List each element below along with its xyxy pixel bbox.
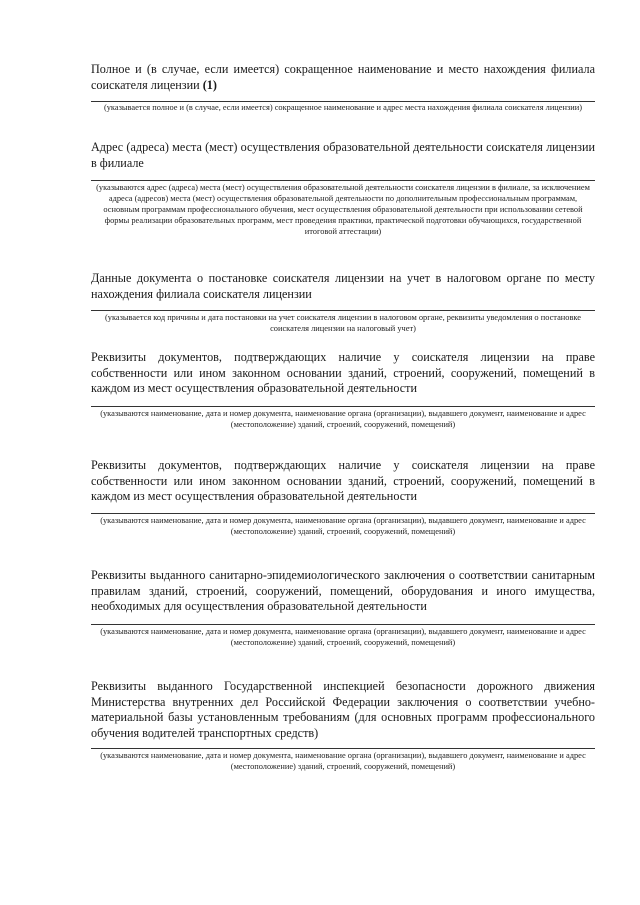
section-2-input-line[interactable] xyxy=(91,180,595,181)
section-1-heading: Полное и (в случае, если имеется) сокращенное наименование и место нахождения филиала соискателя лицензии (1) xyxy=(91,62,595,92)
section-3-note: (указывается код причины и дата постановки на учет соискателя лицензии в налоговом органе, реквизиты уведомления о постановке соискателя лицензии на налоговый учет) xyxy=(104,313,581,333)
section-1-note: (указывается полное и (в случае, если имеется) сокращенное наименование и адрес места нахождения филиала соискателя лицензии) xyxy=(103,103,583,112)
footnote-ref: (1) xyxy=(202,77,217,92)
section-2-note: (указываются адрес (адреса) места (мест) осуществления образовательной деятельности соискателя лицензии в филиале, за исключением адреса (адресов) места (мест) осуществления образовательной деятельности по дополнительным профессиональным программам, основным программам профессионального обучения, мест осуществления образовательной деятельности при использовании сетевой формы реализации образовательных программ, мест проведения практики, практической подготовки обучающихся, государственной итоговой аттестации) xyxy=(96,183,590,236)
section-5-note: (указываются наименование, дата и номер документа, наименование органа (организации), выдавшего документ, наименование и адрес (местоположение) зданий, строений, сооружений, помещений) xyxy=(100,516,586,536)
section-6-heading: Реквизиты выданного санитарно-эпидемиологического заключения о соответствии санитарным правилам зданий, строений, сооружений, помещений, оборудования и иного имущества, необходимых для осуществления образовательной деятельности xyxy=(91,568,595,613)
section-6-input-line[interactable] xyxy=(91,624,595,625)
section-7-input-line[interactable] xyxy=(91,748,595,749)
section-3-input-line[interactable] xyxy=(91,310,595,311)
section-7-heading: Реквизиты выданного Государственной инспекцией безопасности дорожного движения Министерства внутренних дел Российской Федерации заключения о соответствии учебно-материальной базы установленным требованиям (для основных программ профессионального обучения водителей транспортных средств) xyxy=(91,679,595,740)
section-5-input-line[interactable] xyxy=(91,513,595,514)
section-2-heading: Адрес (адреса) места (мест) осуществления образовательной деятельности соискателя лицензии в филиале xyxy=(91,140,595,170)
section-6-note: (указываются наименование, дата и номер документа, наименование органа (организации), выдавшего документ, наименование и адрес (местоположение) зданий, строений, сооружений, помещений) xyxy=(100,627,586,647)
section-4-input-line[interactable] xyxy=(91,406,595,407)
section-3-heading: Данные документа о постановке соискателя лицензии на учет в налоговом органе по месту нахождения филиала соискателя лицензии xyxy=(91,271,595,301)
section-7-note: (указываются наименование, дата и номер документа, наименование органа (организации), выдавшего документ, наименование и адрес (местоположение) зданий, строений, сооружений, помещений) xyxy=(100,751,586,771)
section-4-heading: Реквизиты документов, подтверждающих наличие у соискателя лицензии на праве собственности или ином законном основании зданий, строений, сооружений, помещений в каждом из мест осуществления образовательной деятельности xyxy=(91,350,595,395)
section-1-input-line[interactable] xyxy=(91,101,595,102)
section-5-heading: Реквизиты документов, подтверждающих наличие у соискателя лицензии на праве собственности или ином законном основании зданий, строений, сооружений, помещений в каждом из мест осуществления образовательной деятельности xyxy=(91,458,595,503)
section-4-note: (указываются наименование, дата и номер документа, наименование органа (организации), выдавшего документ, наименование и адрес (местоположение) зданий, строений, сооружений, помещений) xyxy=(100,409,586,429)
